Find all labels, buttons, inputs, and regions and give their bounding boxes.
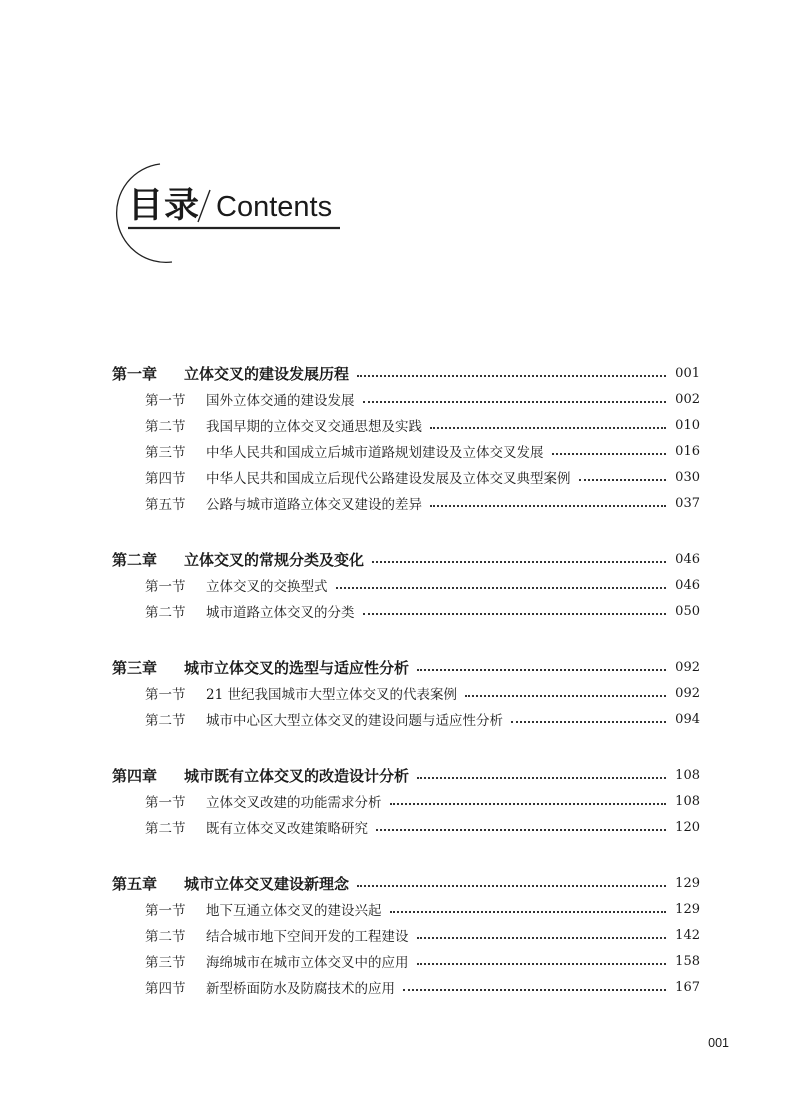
chapter-entry[interactable]	[112, 654, 700, 680]
entry-title: 城市道路立体交叉的分类	[206, 605, 355, 621]
entry-label: 第三节	[145, 445, 186, 461]
heading-title-en: Contents	[216, 191, 333, 223]
section-entry[interactable]	[112, 706, 700, 732]
entry-page-number: 108	[675, 767, 700, 783]
entry-label: 第二节	[145, 605, 186, 621]
dot-leader	[363, 400, 667, 403]
section-entry[interactable]	[112, 412, 700, 438]
entry-title: 立体交叉的交换型式	[206, 579, 328, 595]
entry-label: 第二节	[145, 929, 186, 945]
section-entry[interactable]	[112, 464, 700, 490]
dot-leader	[579, 478, 667, 481]
entry-page-number: 010	[675, 417, 700, 433]
entry-label: 第三章	[112, 658, 158, 677]
entry-title: 中华人民共和国成立后城市道路规划建设及立体交叉发展	[206, 445, 544, 461]
entry-page-number: 167	[675, 979, 700, 995]
section-entry[interactable]	[112, 814, 700, 840]
entry-title: 城市立体交叉的选型与适应性分析	[184, 658, 410, 677]
entry-title: 既有立体交叉改建策略研究	[206, 821, 368, 837]
dot-leader	[390, 910, 667, 913]
entry-label: 第一节	[145, 903, 186, 919]
heading-title-cn: 目录	[128, 186, 201, 226]
dot-leader	[417, 668, 666, 671]
dot-leader	[430, 504, 666, 507]
dot-leader	[552, 452, 667, 455]
entry-label: 第四章	[112, 766, 158, 785]
section-entry[interactable]	[112, 896, 700, 922]
entry-page-number: 030	[675, 469, 700, 485]
section-entry[interactable]	[112, 922, 700, 948]
section-entry[interactable]	[112, 572, 700, 598]
entry-title: 立体交叉的建设发展历程	[184, 364, 350, 383]
dot-leader	[417, 936, 667, 939]
entry-title: 21 世纪我国城市大型立体交叉的代表案例	[206, 687, 457, 703]
entry-page-number: 094	[675, 711, 700, 727]
entry-label: 第一节	[145, 795, 186, 811]
entry-label: 第一节	[145, 579, 186, 595]
chapter-block	[112, 870, 700, 1000]
chapter-block	[112, 654, 700, 732]
entry-label: 第五章	[112, 874, 158, 893]
dot-leader	[357, 374, 666, 377]
entry-label: 第五节	[145, 497, 186, 513]
dot-leader	[336, 586, 667, 589]
entry-title: 海绵城市在城市立体交叉中的应用	[206, 955, 409, 971]
entry-page-number: 120	[675, 819, 700, 835]
chapter-entry[interactable]	[112, 870, 700, 896]
entry-page-number: 158	[675, 953, 700, 969]
section-entry[interactable]	[112, 598, 700, 624]
entry-title: 新型桥面防水及防腐技术的应用	[206, 981, 395, 997]
entry-page-number: 002	[675, 391, 700, 407]
entry-page-number: 046	[675, 551, 700, 567]
section-entry[interactable]	[112, 386, 700, 412]
entry-page-number: 142	[675, 927, 700, 943]
dot-leader	[430, 426, 666, 429]
section-entry[interactable]	[112, 974, 700, 1000]
section-entry[interactable]	[112, 948, 700, 974]
entry-title: 城市中心区大型立体交叉的建设问题与适应性分析	[206, 713, 503, 729]
chapter-block	[112, 762, 700, 840]
entry-label: 第一节	[145, 393, 186, 409]
chapter-entry[interactable]	[112, 546, 700, 572]
entry-title: 我国早期的立体交叉交通思想及实践	[206, 419, 422, 435]
dot-leader	[376, 828, 666, 831]
entry-label: 第一章	[112, 364, 158, 383]
entry-page-number: 037	[675, 495, 700, 511]
entry-title: 城市立体交叉建设新理念	[184, 874, 350, 893]
chapter-block	[112, 546, 700, 624]
dot-leader	[417, 776, 666, 779]
dot-leader	[403, 988, 666, 991]
table-of-contents	[112, 360, 700, 1030]
entry-label: 第二节	[145, 713, 186, 729]
dot-leader	[511, 720, 666, 723]
dot-leader	[372, 560, 666, 563]
entry-label: 第四节	[145, 471, 186, 487]
dot-leader	[363, 612, 667, 615]
entry-label: 第二章	[112, 550, 158, 569]
chapter-entry[interactable]	[112, 762, 700, 788]
section-entry[interactable]	[112, 438, 700, 464]
section-entry[interactable]	[112, 680, 700, 706]
entry-page-number: 108	[675, 793, 700, 809]
page-number: 001	[708, 1036, 729, 1050]
chapter-block	[112, 360, 700, 516]
entry-label: 第一节	[145, 687, 186, 703]
dot-leader	[357, 884, 666, 887]
entry-label: 第二节	[145, 821, 186, 837]
entry-page-number: 016	[675, 443, 700, 459]
entry-title: 城市既有立体交叉的改造设计分析	[184, 766, 410, 785]
entry-label: 第二节	[145, 419, 186, 435]
entry-title: 中华人民共和国成立后现代公路建设发展及立体交叉典型案例	[206, 471, 571, 487]
entry-label: 第三节	[145, 955, 186, 971]
contents-heading	[112, 150, 352, 270]
entry-title: 地下互通立体交叉的建设兴起	[206, 903, 382, 919]
entry-page-number: 129	[675, 875, 700, 891]
entry-page-number: 129	[675, 901, 700, 917]
entry-title: 公路与城市道路立体交叉建设的差异	[206, 497, 422, 513]
entry-page-number: 046	[675, 577, 700, 593]
entry-label: 第四节	[145, 981, 186, 997]
entry-title: 立体交叉的常规分类及变化	[184, 550, 365, 569]
section-entry[interactable]	[112, 788, 700, 814]
entry-title: 国外立体交通的建设发展	[206, 393, 355, 409]
entry-title: 立体交叉改建的功能需求分析	[206, 795, 382, 811]
dot-leader	[465, 694, 666, 697]
entry-title: 结合城市地下空间开发的工程建设	[206, 929, 409, 945]
chapter-entry[interactable]	[112, 360, 700, 386]
entry-page-number: 092	[675, 659, 700, 675]
entry-page-number: 001	[675, 365, 700, 381]
entry-page-number: 050	[675, 603, 700, 619]
section-entry[interactable]	[112, 490, 700, 516]
dot-leader	[417, 962, 667, 965]
entry-page-number: 092	[675, 685, 700, 701]
dot-leader	[390, 802, 667, 805]
